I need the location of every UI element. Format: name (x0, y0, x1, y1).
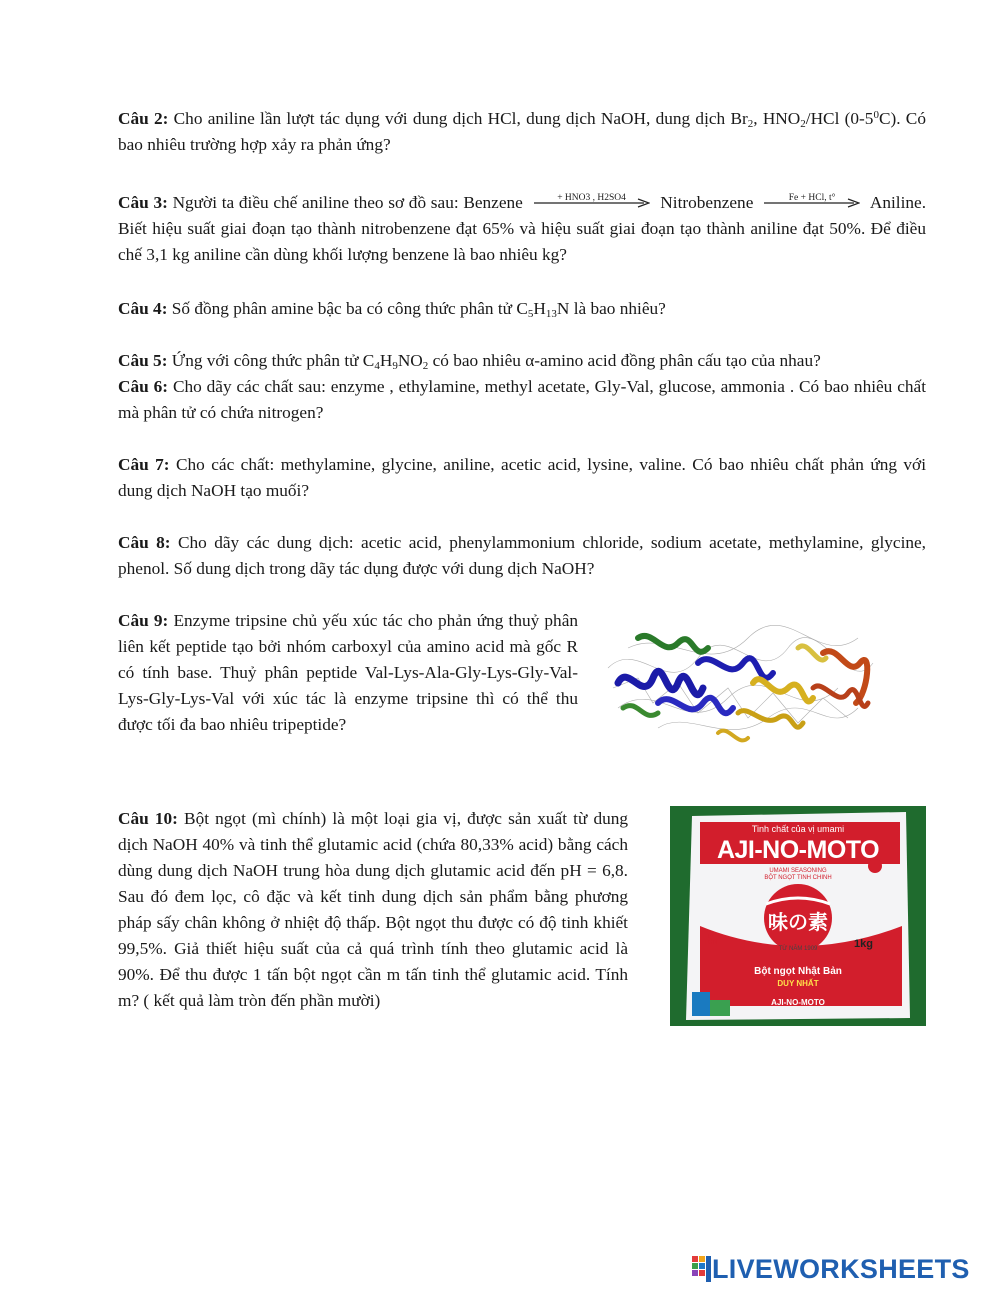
question-2-text: Cho aniline lần lượt tác dụng với dung dịch HCl, dung dịch NaOH, dung dịch Br (173, 109, 748, 128)
question-7 (118, 452, 926, 504)
question-4-label: Câu 4: (118, 299, 168, 318)
question-8 (118, 530, 926, 582)
sub: 5 (527, 308, 534, 320)
question-7-text: Cho các chất: methylamine, glycine, aniline, acetic acid, lysine, valine. Có bao nhiêu chất phản ứng với dung dịch NaOH tạo muối? (118, 455, 926, 500)
question-5 (118, 348, 926, 374)
question-2 (118, 106, 926, 158)
bag-since: TỪ NĂM 1909 (778, 946, 818, 952)
arrow-2-label: Fe + HCl, t° (788, 193, 836, 203)
question-5-text: Ứng với công thức phân tử C (171, 351, 375, 370)
bag-banner-2: DUY NHẤT (777, 979, 819, 988)
question-3-text-2: Aniline. Biết hiệu suất giai đoạn tạo thành nitrobenzene đạt 65% và hiệu suất giai đoạn tạo thành aniline đạt 50%. Để điều chế 3,1 kg aniline cần dùng khối lượng benzene là bao nhiêu kg? (118, 193, 927, 264)
text: có bao nhiêu α-amino acid đồng phân cấu tạo của nhau? (428, 351, 821, 370)
question-10-text: Bột ngọt (mì chính) là một loại gia vị, được sản xuất từ dung dịch NaOH 40% và tinh thể glutamic acid (chứa 80,33% acid) bằng cách dùng dung dịch NaOH trung hòa dung dịch glutamic acid đến pH = 6,8. Sau đó đem lọc, cô đặc và kết tinh dung dịch sản phẩm bằng phương pháp sấy chân không ở nhiệt độ thấp. Bột ngọt thu được có độ tinh khiết 99,5%. Giả thiết hiệu suất của cả quá trình tính theo glutamic acid là 90%. Để thu được 1 tấn bột ngọt cần m tấn tinh thể glutamic acid. Tính m? ( kết quả làm tròn đến phần mười) (118, 809, 629, 1010)
question-8-label: Câu 8: (118, 533, 171, 552)
question-9 (118, 608, 578, 738)
bag-kanji: 味の素 (768, 910, 828, 934)
bag-banner-1: Bột ngọt Nhật Bản (754, 966, 842, 977)
text: C). Có bao nhiêu trường hợp xảy ra phản ứng? (118, 109, 926, 154)
arrow-1-label: + HNO3 , H2SO4 (557, 193, 626, 203)
bag-subtitle-2: BỘT NGỌT TINH CHINH (764, 875, 832, 881)
protein-structure-image (598, 608, 880, 758)
liveworksheets-logo (692, 1254, 970, 1284)
ajinomoto-bag-image (670, 806, 926, 1026)
question-4 (118, 296, 926, 322)
question-5-label: Câu 5: (118, 351, 168, 370)
logo-text: LIVEWORKSHEETS (712, 1253, 970, 1284)
question-2-label: Câu 2: (118, 109, 169, 128)
reaction-arrow-2 (764, 193, 860, 208)
sub: 2 (422, 360, 429, 372)
question-3-label: Câu 3: (118, 193, 168, 212)
sub: 9 (392, 360, 398, 372)
question-10 (118, 806, 628, 1014)
sub: 2 (747, 118, 754, 130)
logo-icon (692, 1256, 712, 1282)
bag-bottom-brand: AJI-NO-MOTO (771, 998, 825, 1007)
question-9-label: Câu 9: (118, 611, 169, 630)
text: N là bao nhiêu? (556, 299, 666, 318)
nitrobenzene-text: Nitrobenzene (660, 193, 754, 212)
question-4-text: Số đồng phân amine bậc ba có công thức phân tử C (171, 299, 528, 318)
question-9-text: Enzyme tripsine chủ yếu xúc tác cho phản ứng thuỷ phân liên kết peptide tạo bởi nhóm carboxyl của amino acid mà gốc R có tính base. Thuỷ phân peptide Val-Lys-Ala-Gly-Lys-Gly-Val-Lys-Gly-Lys-Val với xúc tác là enzyme tripsine thì có thể thu được tối đa bao nhiêu tripeptide? (118, 611, 579, 734)
text: H (533, 299, 546, 318)
bag-top-line: Tinh chất của vị umami (751, 824, 845, 834)
reaction-arrow-1 (534, 193, 650, 208)
question-8-text: Cho dãy các dung dịch: acetic acid, phenylammonium chloride, sodium acetate, methylamine, glycine, phenol. Số dung dịch trong dãy tác dụng được với dung dịch NaOH? (118, 533, 926, 578)
question-6-text: Cho dãy các chất sau: enzyme , ethylamine, methyl acetate, Gly-Val, glucose, ammonia . Có bao nhiêu chất mà phân tử có chứa nitrogen? (118, 377, 927, 422)
bag-brand: AJI-NO-MOTO (716, 836, 880, 864)
sub: 13 (545, 308, 557, 320)
sub: 4 (374, 360, 380, 372)
question-3 (118, 190, 926, 268)
text: H (379, 351, 393, 370)
sup: 0 (873, 109, 879, 121)
bag-weight: 1kg (854, 938, 873, 950)
question-3-text: Người ta điều chế aniline theo sơ đồ sau: Benzene (172, 193, 523, 212)
text: , HNO (753, 109, 801, 128)
question-6-label: Câu 6: (118, 377, 169, 396)
bag-subtitle-1: UMAMI SEASONING (769, 868, 827, 874)
question-10-label: Câu 10: (118, 809, 178, 828)
question-6 (118, 374, 926, 426)
bag-badge: HẠT LỚN (704, 934, 718, 946)
sub: 2 (800, 118, 806, 130)
text: /HCl (0-5 (805, 109, 874, 128)
text: NO (397, 351, 423, 370)
question-7-label: Câu 7: (118, 455, 170, 474)
